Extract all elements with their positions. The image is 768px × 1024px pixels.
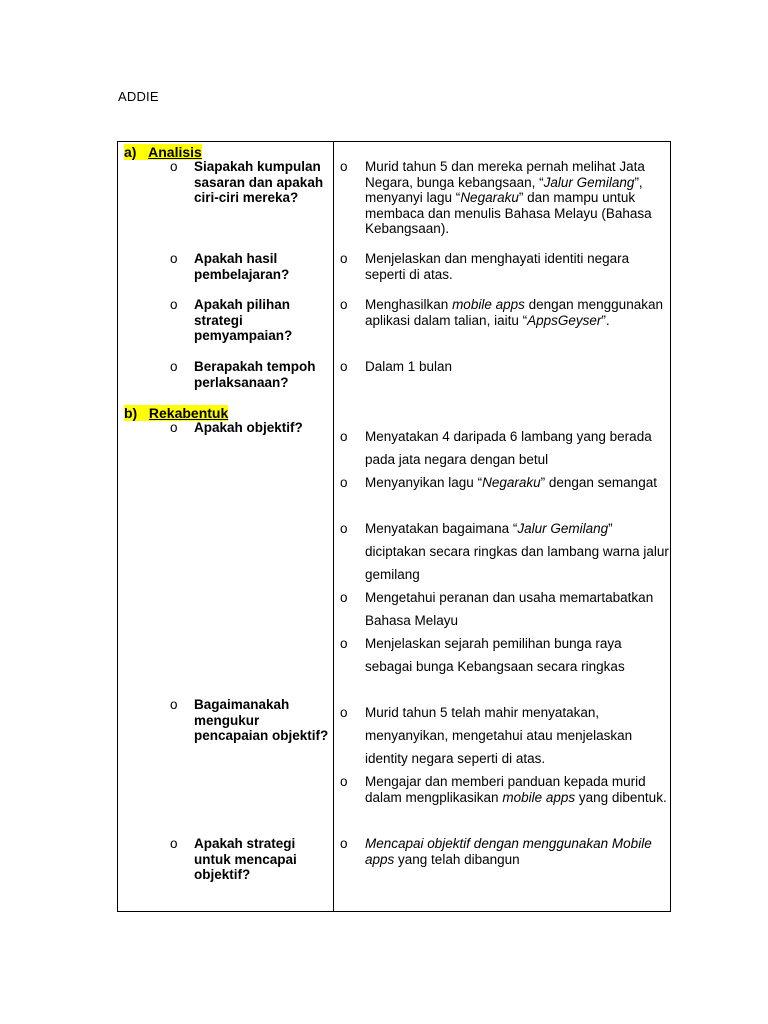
question-text: Berapakah tempoh perlaksanaan? bbox=[194, 359, 316, 390]
bullet-marker: o bbox=[340, 636, 348, 651]
section-title-analisis: Analisis bbox=[148, 144, 202, 160]
question-text: Apakah hasil pembelajaran? bbox=[194, 251, 290, 282]
answer-text: Murid tahun 5 dan mereka pernah melihat Jata Negara, bunga kebangsaan, “Jalur Gemilang”, menyanyi lagu “Negaraku” dan mampu untuk membaca dan menulis Bahasa Melayu (Bahasa Kebangsaan). bbox=[365, 159, 652, 237]
section-letter-b: b) bbox=[124, 405, 138, 421]
document-title: ADDIE bbox=[118, 89, 159, 104]
bullet-marker: o bbox=[170, 836, 178, 851]
bullet-marker: o bbox=[170, 697, 178, 712]
answer-text: Murid tahun 5 telah mahir menyatakan, menyanyikan, mengetahui atau menjelaskan identity negara seperti di atas. bbox=[365, 705, 633, 767]
answer-text: Menyatakan 4 daripada 6 lambang yang berada pada jata negara dengan betul bbox=[365, 429, 652, 468]
answer-text: Menjelaskan dan menghayati identiti negara seperti di atas. bbox=[365, 251, 630, 282]
question-text: Bagaimanakah mengukur pencapaian objektif? bbox=[194, 697, 329, 744]
question-text: Siapakah kumpulan sasaran dan apakah ciri-ciri mereka? bbox=[194, 159, 324, 206]
bullet-marker: o bbox=[340, 359, 348, 374]
section-heading-rekabentuk bbox=[124, 405, 228, 421]
answer-text: Mencapai objektif dengan menggunakan Mobile apps yang telah dibangun bbox=[365, 836, 652, 867]
bullet-marker: o bbox=[340, 774, 348, 789]
answer-text: Mengetahui peranan dan usaha memartabatkan Bahasa Melayu bbox=[365, 590, 654, 629]
section-title-rekabentuk: Rekabentuk bbox=[148, 405, 229, 421]
addie-table bbox=[117, 141, 671, 912]
bullet-marker: o bbox=[170, 359, 178, 374]
bullet-marker: o bbox=[340, 521, 348, 536]
bullet-marker: o bbox=[340, 159, 348, 174]
section-letter-a: a) bbox=[124, 144, 137, 160]
bullet-marker: o bbox=[170, 159, 178, 174]
answer-text: Mengajar dan memberi panduan kepada murid dalam mengplikasikan mobile apps yang dibentuk. bbox=[365, 774, 667, 805]
answer-text: Menyanyikan lagu “Negaraku” dengan semangat bbox=[365, 475, 657, 490]
bullet-marker: o bbox=[340, 251, 348, 266]
question-text: Apakah pilihan strategi pemyampaian? bbox=[194, 297, 293, 344]
answer-text: Menyatakan bagaimana “Jalur Gemilang” diciptakan secara ringkas dan lambang warna jalur gemilang bbox=[365, 521, 669, 583]
bullet-marker: o bbox=[340, 475, 348, 490]
bullet-marker: o bbox=[340, 836, 348, 851]
answers-column bbox=[334, 142, 672, 913]
bullet-marker: o bbox=[340, 429, 348, 444]
bullet-marker: o bbox=[170, 420, 178, 435]
question-text: Apakah objektif? bbox=[194, 420, 303, 435]
bullet-marker: o bbox=[340, 590, 348, 605]
bullet-marker: o bbox=[340, 297, 348, 312]
section-heading-analisis bbox=[124, 144, 202, 160]
bullet-marker: o bbox=[170, 251, 178, 266]
answer-text: Dalam 1 bulan bbox=[365, 359, 453, 374]
bullet-marker: o bbox=[340, 705, 348, 720]
question-text: Apakah strategi untuk mencapai objektif? bbox=[194, 836, 297, 883]
bullet-marker: o bbox=[170, 297, 178, 312]
answer-text: Menghasilkan mobile apps dengan menggunakan aplikasi dalam talian, iaitu “AppsGeyser”. bbox=[365, 297, 663, 328]
answer-text: Menjelaskan sejarah pemilihan bunga raya sebagai bunga Kebangsaan secara ringkas bbox=[365, 636, 625, 675]
